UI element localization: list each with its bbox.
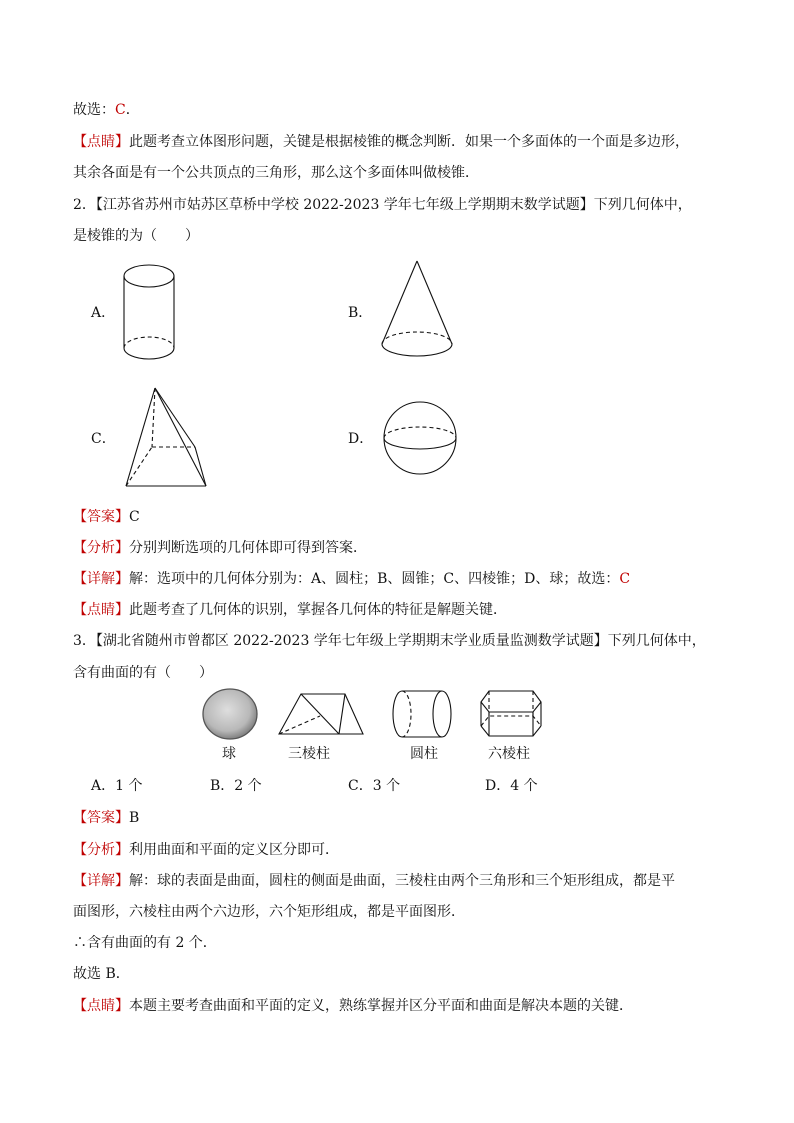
q3-option-c: C．3 个 xyxy=(348,778,401,794)
xiangjie-tag: 【详解】 xyxy=(73,873,129,889)
q3-xiangjie-line2: 面图形，六棱柱由两个六边形，六个矩形组成，都是平面图形． xyxy=(73,904,465,920)
q3-therefore-line: ∴含有曲面的有 2 个． xyxy=(73,935,217,951)
xiangjie-tag: 【详解】 xyxy=(73,571,129,587)
q2-answer-line xyxy=(73,507,140,527)
xiangjie-answer: C xyxy=(619,571,631,587)
dianjing-text: 此题考查立体图形问题，关键是根据棱锥的概念判断．如果一个多面体的一个面是多边形， xyxy=(129,134,689,150)
guxuan-answer: C xyxy=(115,102,126,118)
q3-stem-line1: 3．【湖北省随州市曾都区 2022-2023 学年七年级上学期期末学业质量监测数学试题】下列几何体中， xyxy=(73,633,706,649)
fenxi-tag: 【分析】 xyxy=(73,842,129,858)
sphere-figure xyxy=(380,400,460,476)
shaded-sphere-figure xyxy=(200,688,262,742)
p1-dianjing-line1 xyxy=(73,132,689,152)
q3-stem-line2: 含有曲面的有（ ） xyxy=(73,665,213,681)
dianjing-tag: 【点睛】 xyxy=(73,602,129,618)
cylinder-horizontal-figure xyxy=(392,688,456,740)
guxuan-line xyxy=(73,100,140,120)
q2-option-d-label: D． xyxy=(348,431,374,447)
label-cylinder: 圆柱 xyxy=(410,746,438,762)
label-sphere: 球 xyxy=(222,746,236,762)
q2-option-b-label: B． xyxy=(348,305,373,321)
guxuan-suffix: ． xyxy=(125,102,140,118)
cylinder-figure xyxy=(120,262,180,366)
q2-option-a-label: A． xyxy=(91,305,116,321)
answer-tag: 【答案】 xyxy=(73,810,129,826)
q3-guxuan-line: 故选 B． xyxy=(73,966,130,982)
hexagonal-prism-figure xyxy=(478,688,548,742)
label-hexagonal-prism: 六棱柱 xyxy=(488,746,530,762)
dianjing-tag: 【点睛】 xyxy=(73,998,129,1014)
q3-option-b: B．2 个 xyxy=(210,778,262,794)
cone-figure xyxy=(378,258,458,364)
fenxi-text: 利用曲面和平面的定义区分即可． xyxy=(129,842,339,858)
pyramid-figure xyxy=(122,385,212,491)
q3-fenxi-line xyxy=(73,840,339,860)
answer-tag: 【答案】 xyxy=(73,509,129,525)
dianjing-tag: 【点睛】 xyxy=(73,134,129,150)
fenxi-tag: 【分析】 xyxy=(73,540,129,556)
fenxi-text: 分别判断选项的几何体即可得到答案． xyxy=(129,540,367,556)
q3-xiangjie-line1 xyxy=(73,871,675,891)
q2-dianjing-line xyxy=(73,600,507,620)
q2-xiangjie-line xyxy=(73,569,630,589)
xiangjie-text: 解：球的表面是曲面，圆柱的侧面是曲面，三棱柱由两个三角形和三个矩形组成，都是平 xyxy=(129,873,675,889)
triangular-prism-figure xyxy=(276,690,368,740)
q3-option-d: D．4 个 xyxy=(485,778,538,794)
q2-fenxi-line xyxy=(73,538,367,558)
q2-stem-line1: 2．【江苏省苏州市姑苏区草桥中学校 2022-2023 学年七年级上学期期末数学试题】下列几何体中， xyxy=(73,197,692,213)
dianjing-text: 本题主要考查曲面和平面的定义，熟练掌握并区分平面和曲面是解决本题的关键． xyxy=(129,998,633,1014)
guxuan-prefix: 故选： xyxy=(73,102,115,118)
answer-value: C xyxy=(129,509,140,525)
dianjing-text: 此题考查了几何体的识别，掌握各几何体的特征是解题关键． xyxy=(129,602,507,618)
xiangjie-text: 解：选项中的几何体分别为：A、圆柱；B、圆锥；C、四棱锥；D、球；故选： xyxy=(129,571,620,587)
q3-option-a: A．1 个 xyxy=(91,778,143,794)
answer-value: B xyxy=(129,810,140,826)
q3-answer-line xyxy=(73,808,139,828)
label-triangular-prism: 三棱柱 xyxy=(288,746,330,762)
q2-stem-line2: 是棱锥的为（ ） xyxy=(73,228,199,244)
q2-option-c-label: C． xyxy=(91,431,116,447)
q3-dianjing-line xyxy=(73,996,633,1016)
p1-dianjing-line2: 其余各面是有一个公共顶点的三角形，那么这个多面体叫做棱锥． xyxy=(73,165,479,181)
